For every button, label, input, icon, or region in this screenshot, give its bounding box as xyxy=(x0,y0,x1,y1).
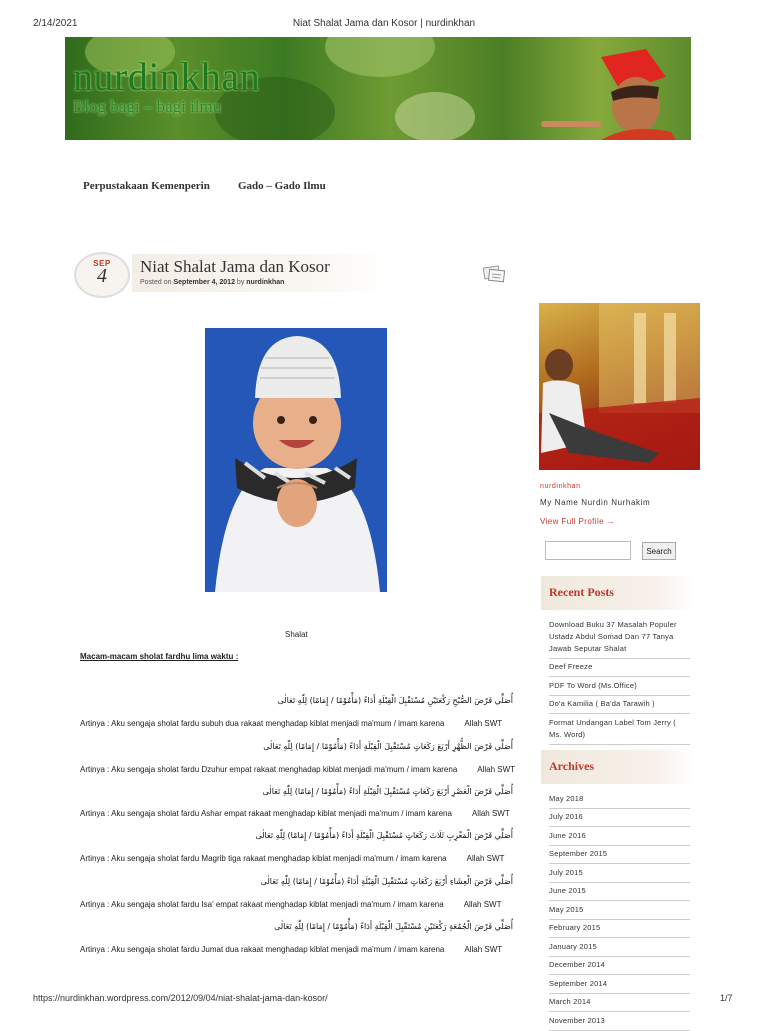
meaning-magrib xyxy=(80,854,504,863)
meaning-text: Artinya : Aku sengaja sholat fardu Isa' empat rakaat menghadap kiblat menjadi ma'mum / imam karena xyxy=(80,900,444,909)
recent-post-item[interactable]: Deef Freeze xyxy=(549,659,690,678)
post-day: 4 xyxy=(97,265,107,287)
image-caption: Shalat xyxy=(285,630,308,639)
site-title[interactable]: nurdinkhan xyxy=(73,54,261,99)
meaning-allah: Allah SWT xyxy=(463,900,502,909)
meaning-text: Artinya : Aku sengaja sholat fardu Magrib tiga rakaat menghadap kiblat menjadi ma'mum / imam karena xyxy=(80,854,447,863)
meaning-allah: Allah SWT xyxy=(464,719,503,728)
archive-item[interactable]: July 2016 xyxy=(549,809,690,828)
section-heading: Macam-macam sholat fardhu lima waktu : xyxy=(80,652,239,661)
archive-item[interactable]: February 2015 xyxy=(549,920,690,939)
meaning-text: Artinya : Aku sengaja sholat fardu subuh dua rakaat menghadap kiblat menjadi ma'mum / imam karena xyxy=(80,719,445,728)
post-meta xyxy=(140,279,284,286)
comments-icon[interactable] xyxy=(483,264,505,284)
archives-list xyxy=(549,790,690,1031)
meaning-dzuhur xyxy=(80,765,515,774)
site-tagline: Blog bagi – bagi ilmu xyxy=(73,97,222,116)
print-footer-url: https://nurdinkhan.wordpress.com/2012/09/04/niat-shalat-jama-dan-kosor/ xyxy=(33,993,328,1003)
post-meta-prefix: Posted on xyxy=(140,279,172,286)
archive-item[interactable]: January 2015 xyxy=(549,938,690,957)
praying-child-image xyxy=(205,328,387,592)
arabic-niat-dzuhur: أُصَلِّي فَرْضَ الظُّهْرِ أَرْبَعَ رَكَعَاتٍ مُسْتَقْبِلَ الْقِبْلَةِ أَدَاءً (مَأْمُوْمًا / إِمَامًا) لِلّٰهِ تَعَالٰى xyxy=(263,742,513,751)
archives-title: Archives xyxy=(549,759,595,773)
site-banner[interactable] xyxy=(65,37,691,140)
arabic-niat-magrib: أُصَلِّي فَرْضَ الْمَغْرِبِ ثَلَاثَ رَكَعَاتٍ مُسْتَقْبِلَ الْقِبْلَةِ أَدَاءً (مَأْمُوْمًا / إِمَامًا) لِلّٰهِ تَعَالٰى xyxy=(255,831,513,840)
recent-posts-list xyxy=(549,616,690,745)
meaning-allah: Allah SWT xyxy=(477,765,516,774)
archive-item[interactable]: November 2013 xyxy=(549,1012,690,1031)
arabic-niat-ashar: أُصَلِّي فَرْضَ الْعَصْرِ أَرْبَعَ رَكَعَاتٍ مُسْتَقْبِلَ الْقِبْلَةِ أَدَاءً (مَأْمُوْمًا / إِمَامًا) لِلّٰهِ تَعَالٰى xyxy=(262,787,513,796)
nav-item-perpustakaan[interactable]: Perpustakaan Kemenperin xyxy=(83,180,210,192)
meaning-text: Artinya : Aku sengaja sholat fardu Jumat dua rakaat menghadap kiblat menjadi ma'mum / imam karena xyxy=(80,945,445,954)
view-full-profile-link[interactable]: View Full Profile → xyxy=(540,517,616,526)
search-button[interactable]: Search xyxy=(642,542,676,560)
profile-photo[interactable] xyxy=(539,303,700,470)
post-meta-by: by xyxy=(236,279,245,286)
post-month: SEP xyxy=(93,259,111,268)
meaning-allah: Allah SWT xyxy=(466,854,505,863)
recent-post-item[interactable]: PDF To Word (Ms.Office) xyxy=(549,677,690,696)
meaning-allah: Allah SWT xyxy=(464,945,503,954)
post-title[interactable]: Niat Shalat Jama dan Kosor xyxy=(140,257,330,276)
arabic-niat-subuh: أُصَلِّي فَرْضَ الصُّبْحِ رَكْعَتَيْنِ مُسْتَقْبِلَ الْقِبْلَةِ أَدَاءً (مَأْمُوْمًا / إِمَامًا) لِلّٰهِ تَعَالٰى xyxy=(277,696,513,705)
meaning-subuh xyxy=(80,719,502,728)
print-title: Niat Shalat Jama dan Kosor | nurdinkhan xyxy=(292,18,476,29)
print-footer-page: 1/7 xyxy=(720,993,733,1003)
profile-description: My Name Nurdin Nurhakim xyxy=(540,498,651,507)
recent-post-item[interactable]: Do'a Kamilia ( Ba'da Tarawih ) xyxy=(549,696,690,715)
print-date: 2/14/2021 xyxy=(33,18,78,29)
profile-name[interactable]: nurdinkhan xyxy=(540,483,581,490)
meaning-jumat xyxy=(80,945,502,954)
archive-item[interactable]: September 2014 xyxy=(549,975,690,994)
archive-item[interactable]: May 2018 xyxy=(549,790,690,809)
archive-item[interactable]: June 2016 xyxy=(549,827,690,846)
meaning-text: Artinya : Aku sengaja sholat fardu Ashar empat rakaat menghadap kiblat menjadi ma'mum / imam karena xyxy=(80,809,452,818)
meaning-ashar xyxy=(80,809,510,818)
archive-item[interactable]: December 2014 xyxy=(549,957,690,976)
archive-item[interactable]: March 2014 xyxy=(549,994,690,1013)
meaning-text: Artinya : Aku sengaja sholat fardu Dzuhur empat rakaat menghadap kiblat menjadi ma'mum / imam karena xyxy=(80,765,458,774)
post-meta-author[interactable]: nurdinkhan xyxy=(246,279,285,286)
search-input[interactable] xyxy=(545,541,631,560)
meaning-allah: Allah SWT xyxy=(471,809,510,818)
arabic-niat-isya: أُصَلِّي فَرْضَ الْعِشَاءِ أَرْبَعَ رَكَعَاتٍ مُسْتَقْبِلَ الْقِبْلَةِ أَدَاءً (مَأْمُوْمًا / إِمَامًا) لِلّٰهِ تَعَالٰى xyxy=(260,877,513,886)
archive-item[interactable]: May 2015 xyxy=(549,901,690,920)
post-date-badge xyxy=(74,252,130,298)
post-meta-date[interactable]: September 4, 2012 xyxy=(173,279,235,286)
nav-item-gado-gado[interactable]: Gado – Gado Ilmu xyxy=(238,180,326,192)
banner-person-image xyxy=(481,37,691,140)
archive-item[interactable]: June 2015 xyxy=(549,883,690,902)
recent-posts-title: Recent Posts xyxy=(549,585,614,599)
meaning-isya xyxy=(80,900,501,909)
recent-post-item[interactable]: Download Buku 37 Masalah Populer Ustadz Abdul Somad Dan 77 Tanya Jawab Seputar Shalat xyxy=(549,616,690,659)
recent-post-item[interactable]: Format Undangan Label Tom Jerry ( Ms. Word) xyxy=(549,714,690,745)
archive-item[interactable]: July 2015 xyxy=(549,864,690,883)
arabic-niat-jumat: أُصَلِّي فَرْضَ الْجُمُعَةِ رَكْعَتَيْنِ مُسْتَقْبِلَ الْقِبْلَةِ أَدَاءً (مَأْمُوْمًا / إِمَامًا) لِلّٰهِ تَعَالٰى xyxy=(274,922,513,931)
archive-item[interactable]: September 2015 xyxy=(549,846,690,865)
